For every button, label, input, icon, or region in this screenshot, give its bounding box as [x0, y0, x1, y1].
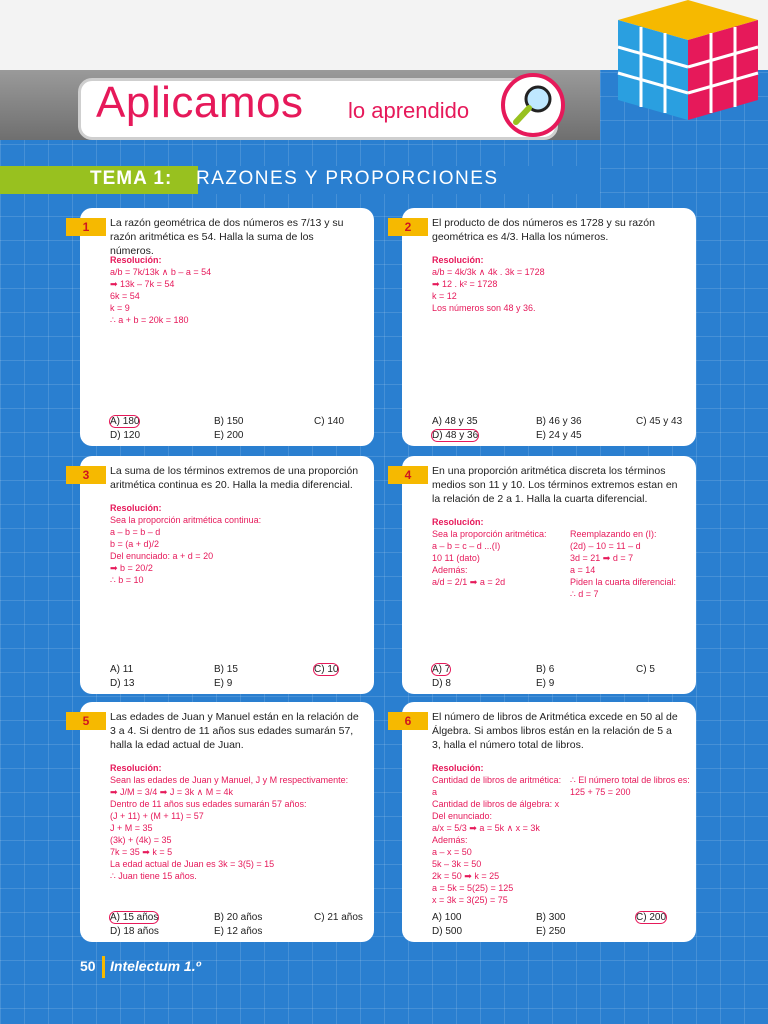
- answer-options: [110, 416, 360, 444]
- resolution-line: Dentro de 11 años sus edades sumarán 57 años:: [110, 799, 307, 809]
- resolution-line: x = 3k = 3(25) = 75: [432, 895, 508, 905]
- answer-option[interactable]: C) 200: [636, 912, 667, 923]
- resolution: [432, 762, 562, 906]
- problem-card: [80, 208, 374, 446]
- resolution-line: ➡ 12 . k² = 1728: [432, 279, 498, 289]
- problem-question: El número de libros de Aritmética excede en 50 al de Álgebra. Si ambos libros están en la relación de 5 a 3, halla el número total de libros.: [432, 711, 678, 751]
- resolution-continued: [570, 774, 690, 798]
- resolution-line: a/b = 7k/13k ∧ b – a = 54: [110, 267, 212, 277]
- problem-card: [80, 456, 374, 694]
- resolution-continued: [570, 528, 690, 600]
- resolution-line: Sea la proporción aritmética continua:: [110, 515, 262, 525]
- answer-option[interactable]: E) 12 años: [214, 926, 263, 937]
- answer-option[interactable]: A) 180: [110, 416, 140, 427]
- problem-question: Las edades de Juan y Manuel están en la relación de 3 a 4. Si dentro de 11 años sus edades sumarán 57, halla la edad actual de Juan.: [110, 711, 359, 751]
- answer-option[interactable]: A) 48 y 35: [432, 416, 478, 427]
- resolution: [432, 254, 672, 314]
- answer-options: [110, 664, 360, 692]
- resolution-line: Piden la cuarta diferencial:: [570, 577, 677, 587]
- resolution-line: (2d) – 10 = 11 – d: [570, 541, 641, 551]
- resolution-line: Resolución:: [432, 517, 484, 527]
- resolution-line: Resolución:: [110, 763, 162, 773]
- answer-option[interactable]: B) 20 años: [214, 912, 263, 923]
- resolution: [432, 516, 562, 588]
- answer-option[interactable]: E) 9: [214, 678, 233, 689]
- resolution-line: ➡ 13k – 7k = 54: [110, 279, 175, 289]
- problem-card: [402, 702, 696, 942]
- resolution-line: ∴ El número total de libros es:: [570, 775, 690, 785]
- problem-number: 1: [66, 218, 106, 236]
- resolution-line: Resolución:: [432, 255, 484, 265]
- resolution-line: a/b = 4k/3k ∧ 4k . 3k = 1728: [432, 267, 545, 277]
- answer-option[interactable]: B) 150: [214, 416, 244, 427]
- problem-number: 2: [388, 218, 428, 236]
- answer-option[interactable]: C) 10: [314, 664, 339, 675]
- page-title: Aplicamos: [96, 78, 304, 127]
- resolution-line: Resolución:: [432, 763, 484, 773]
- answer-option[interactable]: A) 7: [432, 664, 451, 675]
- resolution-line: ➡ b = 20/2: [110, 563, 153, 573]
- answer-options: [432, 416, 682, 444]
- answer-option[interactable]: D) 500: [432, 926, 463, 937]
- answer-option[interactable]: A) 15 años: [110, 912, 159, 923]
- resolution-line: Además:: [432, 565, 468, 575]
- resolution-line: Resolución:: [110, 255, 162, 265]
- resolution-line: Sean las edades de Juan y Manuel, J y M respectivamente:: [110, 775, 349, 785]
- resolution-line: Cantidad de libros de aritmética: a: [432, 775, 562, 797]
- answer-option[interactable]: E) 250: [536, 926, 566, 937]
- resolution-line: 2k = 50 ➡ k = 25: [432, 871, 500, 881]
- page-subtitle: lo aprendido: [348, 98, 470, 123]
- problem-card: [402, 456, 696, 694]
- resolution-line: (J + 11) + (M + 11) = 57: [110, 811, 204, 821]
- answer-option[interactable]: B) 300: [536, 912, 566, 923]
- resolution-line: La edad actual de Juan es 3k = 3(5) = 15: [110, 859, 275, 869]
- answer-options: [110, 912, 363, 940]
- resolution-line: Además:: [432, 835, 468, 845]
- resolution-line: (3k) + (4k) = 35: [110, 835, 172, 845]
- resolution-line: Cantidad de libros de álgebra: x: [432, 799, 560, 809]
- problem-question: En una proporción aritmética discreta los términos medios son 11 y 10. Los términos extremos estan en la relación de 2 a 1. Halla la cuarta diferencial.: [432, 465, 678, 505]
- resolution-line: a – b = b – d: [110, 527, 161, 537]
- resolution-line: a = 5k = 5(25) = 125: [432, 883, 514, 893]
- resolution-line: a – x = 50: [432, 847, 472, 857]
- answer-option[interactable]: A) 11: [110, 664, 134, 675]
- resolution-line: ∴ Juan tiene 15 años.: [110, 871, 197, 881]
- problem-question: La razón geométrica de dos números es 7/13 y su razón aritmética es 54. Halla la suma de los números.: [110, 217, 344, 257]
- resolution: [110, 254, 350, 326]
- problem-question: El producto de dos números es 1728 y su razón geométrica es 4/3. Halla los números.: [432, 217, 655, 243]
- resolution-line: a/d = 2/1 ➡ a = 2d: [432, 577, 506, 587]
- resolution-line: k = 9: [110, 303, 130, 313]
- answer-option[interactable]: C) 140: [314, 416, 345, 427]
- answer-option[interactable]: D) 8: [432, 678, 451, 689]
- magnifier-icon: [500, 72, 566, 138]
- problem-question: La suma de los términos extremos de una proporción aritmética continua es 20. Halla la media diferencial.: [110, 465, 359, 491]
- resolution-line: a = 14: [570, 565, 596, 575]
- tema-label: TEMA 1:: [90, 168, 173, 189]
- answer-option[interactable]: C) 45 y 43: [636, 416, 683, 427]
- resolution: [110, 502, 350, 586]
- footer-brand: Intelectum 1.º: [110, 958, 201, 974]
- resolution-line: Sea la proporción aritmética:: [432, 529, 547, 539]
- resolution-line: Del enunciado: a + d = 20: [110, 551, 214, 561]
- resolution-line: Del enunciado:: [432, 811, 493, 821]
- resolution-line: J + M = 35: [110, 823, 153, 833]
- answer-option[interactable]: C) 5: [636, 664, 655, 675]
- problem-card: [80, 702, 374, 942]
- answer-option[interactable]: B) 15: [214, 664, 238, 675]
- problem-number: 6: [388, 712, 428, 730]
- answer-options: [432, 664, 682, 692]
- tema-title: RAZONES Y PROPORCIONES: [196, 168, 499, 189]
- resolution-line: ∴ b = 10: [110, 575, 144, 585]
- answer-option[interactable]: E) 24 y 45: [536, 430, 582, 441]
- problem-card: [402, 208, 696, 446]
- resolution-line: 10 11 (dato): [432, 553, 480, 563]
- answer-option[interactable]: A) 100: [432, 912, 462, 923]
- answer-options: [432, 912, 682, 940]
- answer-option[interactable]: B) 46 y 36: [536, 416, 582, 427]
- answer-option[interactable]: B) 6: [536, 664, 555, 675]
- resolution-line: 7k = 35 ➡ k = 5: [110, 847, 173, 857]
- resolution-line: 125 + 75 = 200: [570, 787, 631, 797]
- problem-number: 4: [388, 466, 428, 484]
- cube-illustration: [588, 0, 768, 160]
- answer-option[interactable]: E) 200: [214, 430, 244, 441]
- resolution-line: b = (a + d)/2: [110, 539, 160, 549]
- resolution-line: k = 12: [432, 291, 457, 301]
- footer-divider: [102, 956, 105, 978]
- answer-option[interactable]: D) 18 años: [110, 926, 159, 937]
- problem-number: 5: [66, 712, 106, 730]
- page-number: 50: [80, 958, 96, 974]
- resolution-line: a – b = c – d ...(I): [432, 541, 501, 551]
- resolution-line: a/x = 5/3 ➡ a = 5k ∧ x = 3k: [432, 823, 540, 833]
- resolution: [110, 762, 350, 882]
- resolution-line: Los números son 48 y 36.: [432, 303, 536, 313]
- answer-option[interactable]: D) 13: [110, 678, 135, 689]
- answer-option[interactable]: E) 9: [536, 678, 555, 689]
- resolution-line: 6k = 54: [110, 291, 140, 301]
- resolution-line: ➡ J/M = 3/4 ➡ J = 3k ∧ M = 4k: [110, 787, 233, 797]
- resolution-line: Resolución:: [110, 503, 162, 513]
- answer-option[interactable]: D) 120: [110, 430, 141, 441]
- resolution-line: 3d = 21 ➡ d = 7: [570, 553, 634, 563]
- resolution-line: ∴ d = 7: [570, 589, 599, 599]
- problem-number: 3: [66, 466, 106, 484]
- answer-option[interactable]: C) 21 años: [314, 912, 363, 923]
- answer-option[interactable]: D) 48 y 36: [432, 430, 479, 441]
- resolution-line: Reemplazando en (I):: [570, 529, 657, 539]
- resolution-line: 5k – 3k = 50: [432, 859, 482, 869]
- resolution-line: ∴ a + b = 20k = 180: [110, 315, 189, 325]
